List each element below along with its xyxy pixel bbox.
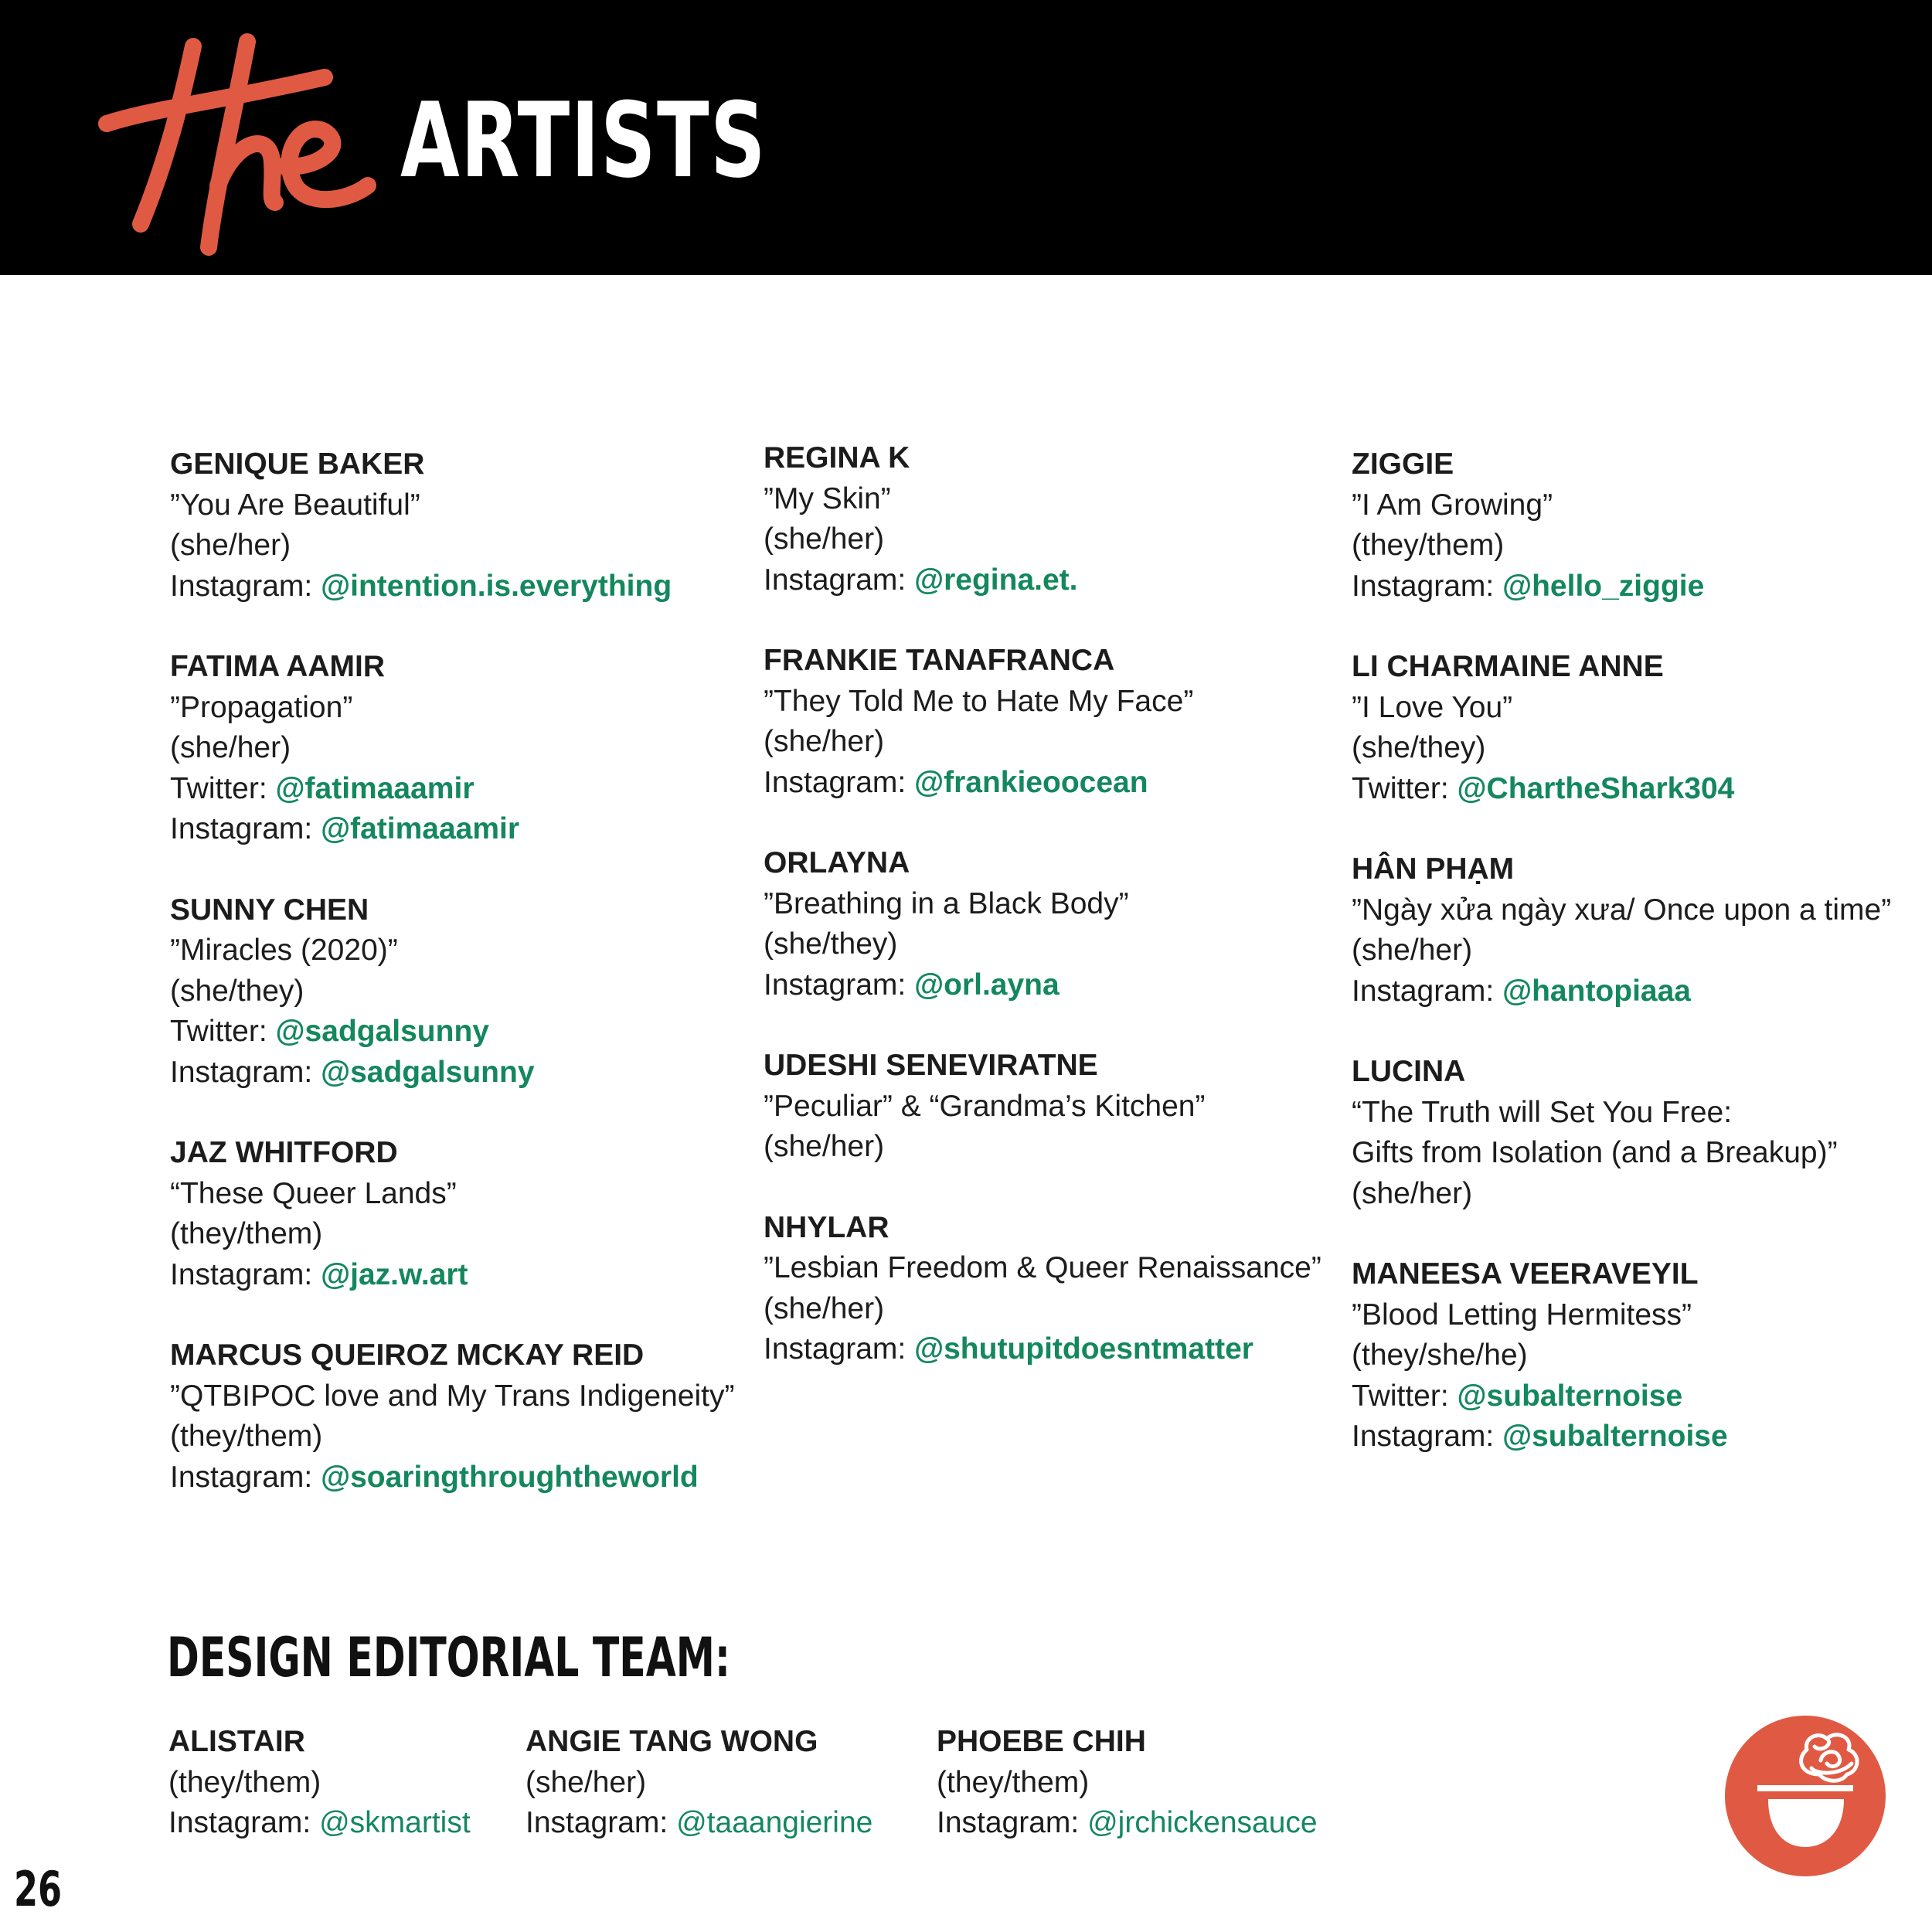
social-label: Instagram: <box>764 765 915 799</box>
artist-entry <box>764 843 1335 1005</box>
artist-name: ZIGGIE <box>1352 447 1454 481</box>
social-line <box>764 560 1335 601</box>
artist-name: ORLAYNA <box>764 846 910 879</box>
social-label: Instagram: <box>526 1806 677 1839</box>
artist-name: LI CHARMAINE ANNE <box>1352 650 1664 683</box>
social-handle[interactable]: @sadgalsunny <box>275 1015 489 1048</box>
social-handle[interactable]: @orl.ayna <box>914 968 1060 1002</box>
artist-pronouns: (she/her) <box>1352 934 1473 967</box>
social-handle[interactable]: @fatimaaamir <box>275 771 474 805</box>
artist-pronouns: (she/they) <box>764 927 898 961</box>
member-name: ALISTAIR <box>168 1725 305 1758</box>
artist-pronouns: (she/her) <box>170 731 291 764</box>
artist-entry <box>170 647 742 850</box>
artist-name: MANEESA VEERAVEYIL <box>1352 1257 1699 1291</box>
member-name: PHOEBE CHIH <box>937 1725 1146 1758</box>
artist-entry <box>170 444 742 607</box>
artist-column-3 <box>1352 444 1923 1498</box>
social-handle[interactable]: @intention.is.everything <box>321 569 672 603</box>
artist-entry <box>764 1208 1335 1370</box>
social-handle[interactable]: @taaangierine <box>676 1806 873 1839</box>
artist-entry <box>764 438 1335 600</box>
social-label: Instagram: <box>1352 569 1503 603</box>
artist-name: SUNNY CHEN <box>170 893 369 927</box>
social-label: Twitter: <box>1352 771 1458 805</box>
social-line <box>170 769 742 810</box>
social-line <box>526 1803 872 1844</box>
artist-name: NHYLAR <box>764 1210 889 1244</box>
design-team-heading: DESIGN EDITORIAL TEAM: <box>167 1626 731 1689</box>
the-script-logo <box>93 31 379 263</box>
artist-column-1 <box>170 444 742 1538</box>
artist-name: GENIQUE BAKER <box>170 447 425 481</box>
social-label: Instagram: <box>170 1055 321 1089</box>
artist-entry <box>1352 444 1923 607</box>
social-label: Instagram: <box>764 968 915 1002</box>
social-line <box>937 1803 1318 1844</box>
social-label: Instagram: <box>170 1460 321 1494</box>
artist-entry <box>170 890 742 1094</box>
social-label: Instagram: <box>170 1257 321 1291</box>
artist-pronouns: (she/her) <box>764 1291 885 1325</box>
social-line <box>1352 566 1923 607</box>
social-line <box>170 1458 742 1498</box>
artist-name: FRANKIE TANAFRANCA <box>764 644 1115 677</box>
flower-bowl-icon <box>1723 1714 1887 1878</box>
page-number: 26 <box>14 1861 63 1917</box>
artist-entry <box>764 1046 1335 1168</box>
artist-column-2 <box>764 438 1335 1410</box>
artwork-title: “The Truth will Set You Free: <box>1352 1095 1733 1129</box>
artwork-title: ”They Told Me to Hate My Face” <box>764 684 1194 718</box>
artist-pronouns: (they/them) <box>170 1420 323 1453</box>
team-member <box>937 1722 1318 1844</box>
social-handle[interactable]: @soaringthroughtheworld <box>321 1460 699 1494</box>
artist-entry <box>1352 849 1923 1012</box>
header-banner <box>0 0 1932 275</box>
social-line <box>764 763 1335 804</box>
artwork-title: ”QTBIPOC love and My Trans Indigeneity” <box>170 1379 735 1413</box>
social-label: Instagram: <box>764 563 915 597</box>
page-title: ARTISTS <box>400 80 767 201</box>
artist-pronouns: (they/she/he) <box>1352 1338 1528 1372</box>
artist-pronouns: (she/they) <box>1352 731 1486 764</box>
social-label: Instagram: <box>937 1806 1088 1839</box>
social-line <box>170 809 742 850</box>
social-handle[interactable]: @skmartist <box>319 1806 471 1839</box>
artist-entry <box>170 1335 742 1498</box>
artist-name: LUCINA <box>1352 1055 1466 1088</box>
artist-name: FATIMA AAMIR <box>170 650 386 683</box>
social-label: Twitter: <box>170 1015 276 1048</box>
artist-pronouns: (they/them) <box>1352 529 1505 562</box>
social-label: Twitter: <box>1352 1379 1458 1413</box>
social-label: Instagram: <box>764 1332 915 1366</box>
social-handle[interactable]: @fatimaaamir <box>321 812 520 845</box>
artwork-title: ”Lesbian Freedom & Queer Renaissance” <box>764 1251 1321 1284</box>
artist-name: MARCUS QUEIROZ MCKAY REID <box>170 1338 645 1372</box>
artist-name: REGINA K <box>764 441 910 474</box>
member-pronouns: (they/them) <box>168 1765 321 1799</box>
artist-pronouns: (she/they) <box>170 974 304 1008</box>
social-line <box>1352 769 1923 810</box>
social-label: Instagram: <box>1352 974 1503 1008</box>
artist-pronouns: (they/them) <box>170 1217 323 1250</box>
artwork-title: ”You Are Beautiful” <box>170 488 420 522</box>
social-handle[interactable]: @frankieoocean <box>914 765 1148 799</box>
social-line <box>170 1053 742 1094</box>
member-pronouns: (she/her) <box>526 1765 647 1799</box>
artwork-title: ”I Love You” <box>1352 690 1513 724</box>
social-handle[interactable]: @ChartheShark304 <box>1457 771 1735 805</box>
social-handle[interactable]: @jrchickensauce <box>1087 1806 1318 1839</box>
social-handle[interactable]: @jaz.w.art <box>321 1257 468 1291</box>
artwork-title: ”Peculiar” & “Grandma’s Kitchen” <box>764 1089 1206 1123</box>
artwork-title: “These Queer Lands” <box>170 1176 457 1210</box>
social-line <box>170 1255 742 1296</box>
member-pronouns: (they/them) <box>937 1765 1090 1799</box>
artwork-title: ”Breathing in a Black Body” <box>764 886 1129 920</box>
team-member <box>526 1722 872 1844</box>
social-handle[interactable]: @hantopiaaa <box>1502 974 1691 1008</box>
member-name: ANGIE TANG WONG <box>526 1725 818 1758</box>
social-line <box>1352 1417 1923 1458</box>
social-line <box>168 1803 471 1844</box>
artwork-title: ”Miracles (2020)” <box>170 934 398 967</box>
artist-entry <box>764 641 1335 803</box>
artist-pronouns: (she/her) <box>1352 1176 1473 1210</box>
social-handle[interactable]: @subalternoise <box>1502 1420 1728 1453</box>
artist-name: UDESHI SENEVIRATNE <box>764 1049 1098 1082</box>
social-label: Instagram: <box>1352 1420 1503 1453</box>
artist-name: JAZ WHITFORD <box>170 1136 398 1169</box>
artwork-title: ”I Am Growing” <box>1352 488 1553 522</box>
social-handle[interactable]: @shutupitdoesntmatter <box>914 1332 1253 1366</box>
social-line <box>170 566 742 607</box>
social-line <box>764 1329 1335 1370</box>
artwork-title: ”My Skin” <box>764 481 891 515</box>
artwork-title: ”Propagation” <box>170 690 353 724</box>
social-label: Instagram: <box>168 1806 320 1839</box>
artwork-title: ”Blood Letting Hermitess” <box>1352 1298 1692 1332</box>
team-member <box>168 1722 471 1844</box>
social-label: Instagram: <box>170 569 321 603</box>
artist-entry <box>1352 1052 1923 1214</box>
artist-name: HÂN PHẠM <box>1352 852 1515 886</box>
social-handle[interactable]: @regina.et. <box>914 563 1078 597</box>
artwork-title: ”Ngày xửa ngày xưa/ Once upon a time” <box>1352 893 1892 927</box>
social-label: Twitter: <box>170 771 276 805</box>
social-line <box>764 965 1335 1006</box>
artist-entry <box>1352 647 1923 809</box>
social-handle[interactable]: @subalternoise <box>1457 1379 1683 1413</box>
artist-pronouns: (she/her) <box>764 522 885 556</box>
artwork-title-continued: Gifts from Isolation (and a Breakup)” <box>1352 1136 1838 1169</box>
artist-entry <box>170 1133 742 1295</box>
social-line <box>1352 1376 1923 1417</box>
artist-pronouns: (she/her) <box>764 725 885 758</box>
social-label: Instagram: <box>170 812 321 845</box>
social-line <box>1352 971 1923 1012</box>
artist-entry <box>1352 1254 1923 1458</box>
artist-pronouns: (she/her) <box>764 1130 885 1163</box>
social-line <box>170 1012 742 1053</box>
artist-pronouns: (she/her) <box>170 529 291 562</box>
social-handle[interactable]: @sadgalsunny <box>321 1055 535 1089</box>
social-handle[interactable]: @hello_ziggie <box>1502 569 1705 603</box>
